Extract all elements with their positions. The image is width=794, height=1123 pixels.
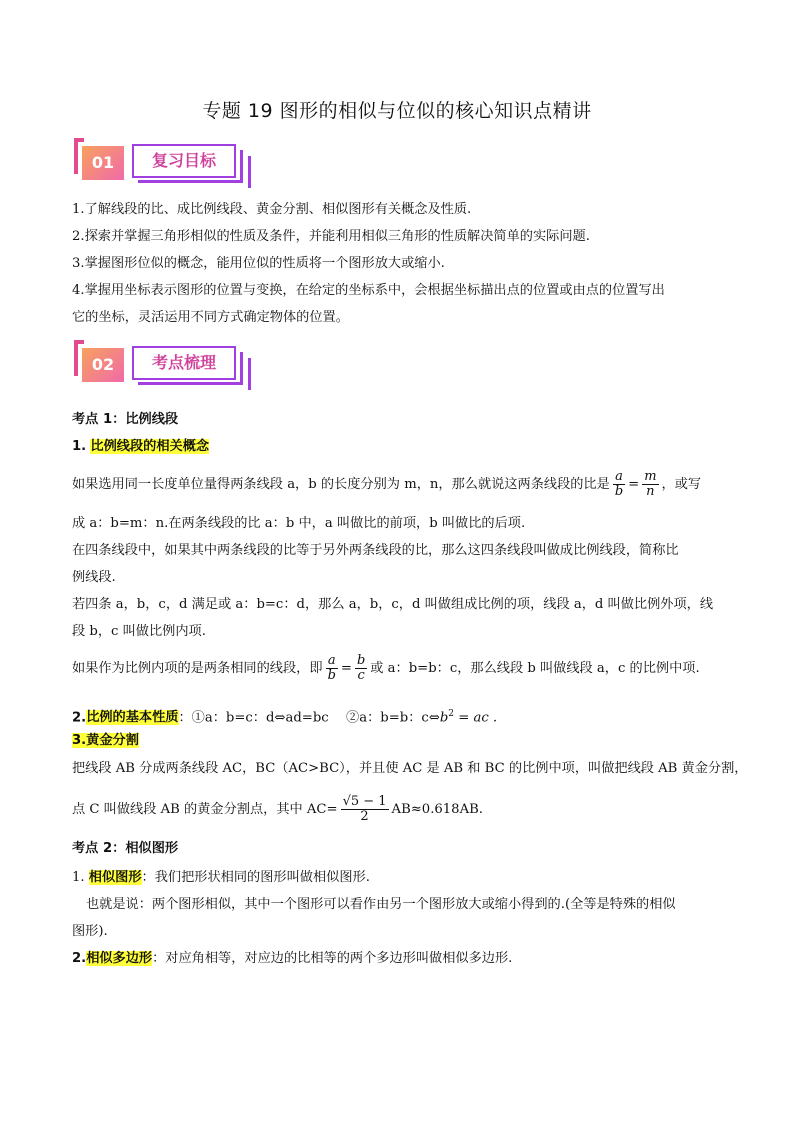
badge-frame-outer [248, 358, 251, 390]
kp1-paragraph-1 [72, 470, 732, 499]
subheading-number: 1. [72, 870, 85, 885]
document-title: 专题 19 图形的相似与位似的核心知识点精讲 [202, 100, 592, 122]
goal-item: 它的坐标，灵活运用不同方式确定物体的位置。 [72, 310, 349, 325]
kp1-paragraph-2-cont: 例线段. [72, 570, 116, 585]
fraction-b-over-c [355, 654, 367, 683]
goal-item: 2.探索并掌握三角形相似的性质及条件，并能利用相似三角形的性质解决简单的实际问题. [72, 229, 590, 244]
kp1-paragraph-2: 在四条线段中，如果其中两条线段的比等于另外两条线段的比，那么这四条线段叫做成比例线段，简称比 [72, 543, 679, 558]
kp1-subheading-2 [72, 705, 732, 727]
kp1-paragraph-1-cont: 成 a：b=m：n.在两条线段的比 a：b 中，a 叫做比的前项，b 叫做比的后项. [72, 516, 526, 531]
equals-sign: = [340, 661, 352, 676]
numerator: b [356, 653, 366, 668]
badge-bracket-top [74, 340, 84, 344]
text: ，或写 [661, 477, 702, 492]
equals-sign: = [628, 477, 640, 492]
numerator: √5 − 1 [342, 794, 387, 809]
highlighted-term: 相似图形 [88, 870, 142, 885]
badge-bracket-left [74, 138, 78, 174]
kp1-subheading-1 [72, 438, 732, 456]
goal-item: 4.掌握用坐标表示图形的位置与变换，在给定的坐标系中，会根据坐标描出点的位置或由点的位置写出 [72, 283, 665, 298]
kp2-paragraph-1-cont: 图形). [72, 924, 108, 939]
text: 点 C 叫做线段 AB 的黄金分割点，其中 AC= [72, 802, 338, 817]
text: = ac . [454, 710, 498, 726]
kp1-paragraph-4 [72, 654, 732, 683]
denominator: c [357, 668, 365, 683]
denominator: b [614, 484, 624, 499]
section-label: 复习目标 [132, 144, 236, 178]
denominator: b [327, 668, 336, 683]
fraction-a-over-b [326, 654, 338, 683]
highlighted-term: 比例线段的相关概念 [90, 439, 210, 454]
text: 或 a：b=b：c，那么线段 b 叫做线段 a，c 的比例中项. [370, 661, 700, 676]
section-number: 01 [82, 146, 124, 180]
subheading-number: 1. [72, 439, 87, 454]
kp2-paragraph-1: 也就是说：两个图形相似，其中一个图形可以看作由另一个图形放大或缩小得到的.(全等是特殊的相似 [86, 897, 676, 912]
text: 如果作为比例内项的是两条相同的线段，即 [72, 661, 323, 676]
badge-frame-right [240, 150, 243, 182]
text: ：对应角相等，对应边的比相等的两个多边形叫做相似多边形. [152, 951, 513, 966]
golden-ratio-fraction [341, 795, 389, 824]
subheading-number: 2. [72, 710, 87, 726]
section-badge-key-points [74, 340, 254, 390]
section-number: 02 [82, 348, 124, 382]
text: AB≈0.618AB. [391, 802, 483, 817]
text: ：①a：b=c：d⇔ad=bc ②a：b=b：c⇔ [178, 710, 440, 726]
fraction-m-over-n [642, 470, 658, 499]
kp2-subheading-1 [72, 869, 732, 887]
badge-bracket-top [74, 138, 84, 142]
numerator: m [644, 469, 657, 484]
numerator: a [613, 470, 625, 485]
badge-frame-bottom [138, 382, 243, 385]
fraction-a-over-b [613, 470, 625, 499]
text: ：我们把形状相同的图形叫做相似图形. [141, 870, 370, 885]
badge-frame-right [240, 352, 243, 384]
kp1-subheading-3 [72, 732, 732, 750]
badge-frame-outer [248, 156, 251, 188]
denominator: 2 [360, 809, 369, 824]
goal-item: 3.掌握图形位似的概念，能用位似的性质将一个图形放大或缩小. [72, 256, 445, 271]
highlighted-term: 相似多边形 [86, 951, 153, 966]
kp2-heading: 考点 2：相似图形 [72, 841, 179, 856]
kp1-paragraph-5-cont [72, 795, 732, 824]
badge-frame-bottom [138, 180, 243, 183]
kp1-paragraph-5: 把线段 AB 分成两条线段 AC，BC（AC>BC），并且使 AC 是 AB 和 BC 的比例中项，叫做把线段 AB 黄金分割， [72, 761, 748, 776]
numerator: a [326, 654, 338, 669]
text: 如果选用同一长度单位量得两条线段 a，b 的长度分别为 m，n，那么就说这两条线段的比是 [72, 477, 610, 492]
goal-item: 1.了解线段的比、成比例线段、黄金分割、相似图形有关概念及性质. [72, 202, 472, 217]
highlighted-term: 3.黄金分割 [72, 733, 139, 748]
superscript: 2 [448, 709, 455, 719]
badge-bracket-left [74, 340, 78, 376]
kp1-heading: 考点 1：比例线段 [72, 412, 179, 427]
subheading-number: 2. [72, 951, 87, 966]
denominator: n [646, 484, 655, 499]
highlighted-term: 比例的基本性质 [86, 710, 179, 726]
kp1-paragraph-3: 若四条 a，b，c，d 满足或 a：b=c：d，那么 a，b，c，d 叫做组成比例的项，线段 a，d 叫做比例外项，线 [72, 597, 714, 612]
section-badge-review-goals [74, 138, 254, 188]
kp2-subheading-2 [72, 950, 732, 968]
kp1-paragraph-3-cont: 段 b，c 叫做比例内项. [72, 624, 206, 639]
variable-b: b [439, 710, 449, 726]
section-label: 考点梳理 [132, 346, 236, 380]
